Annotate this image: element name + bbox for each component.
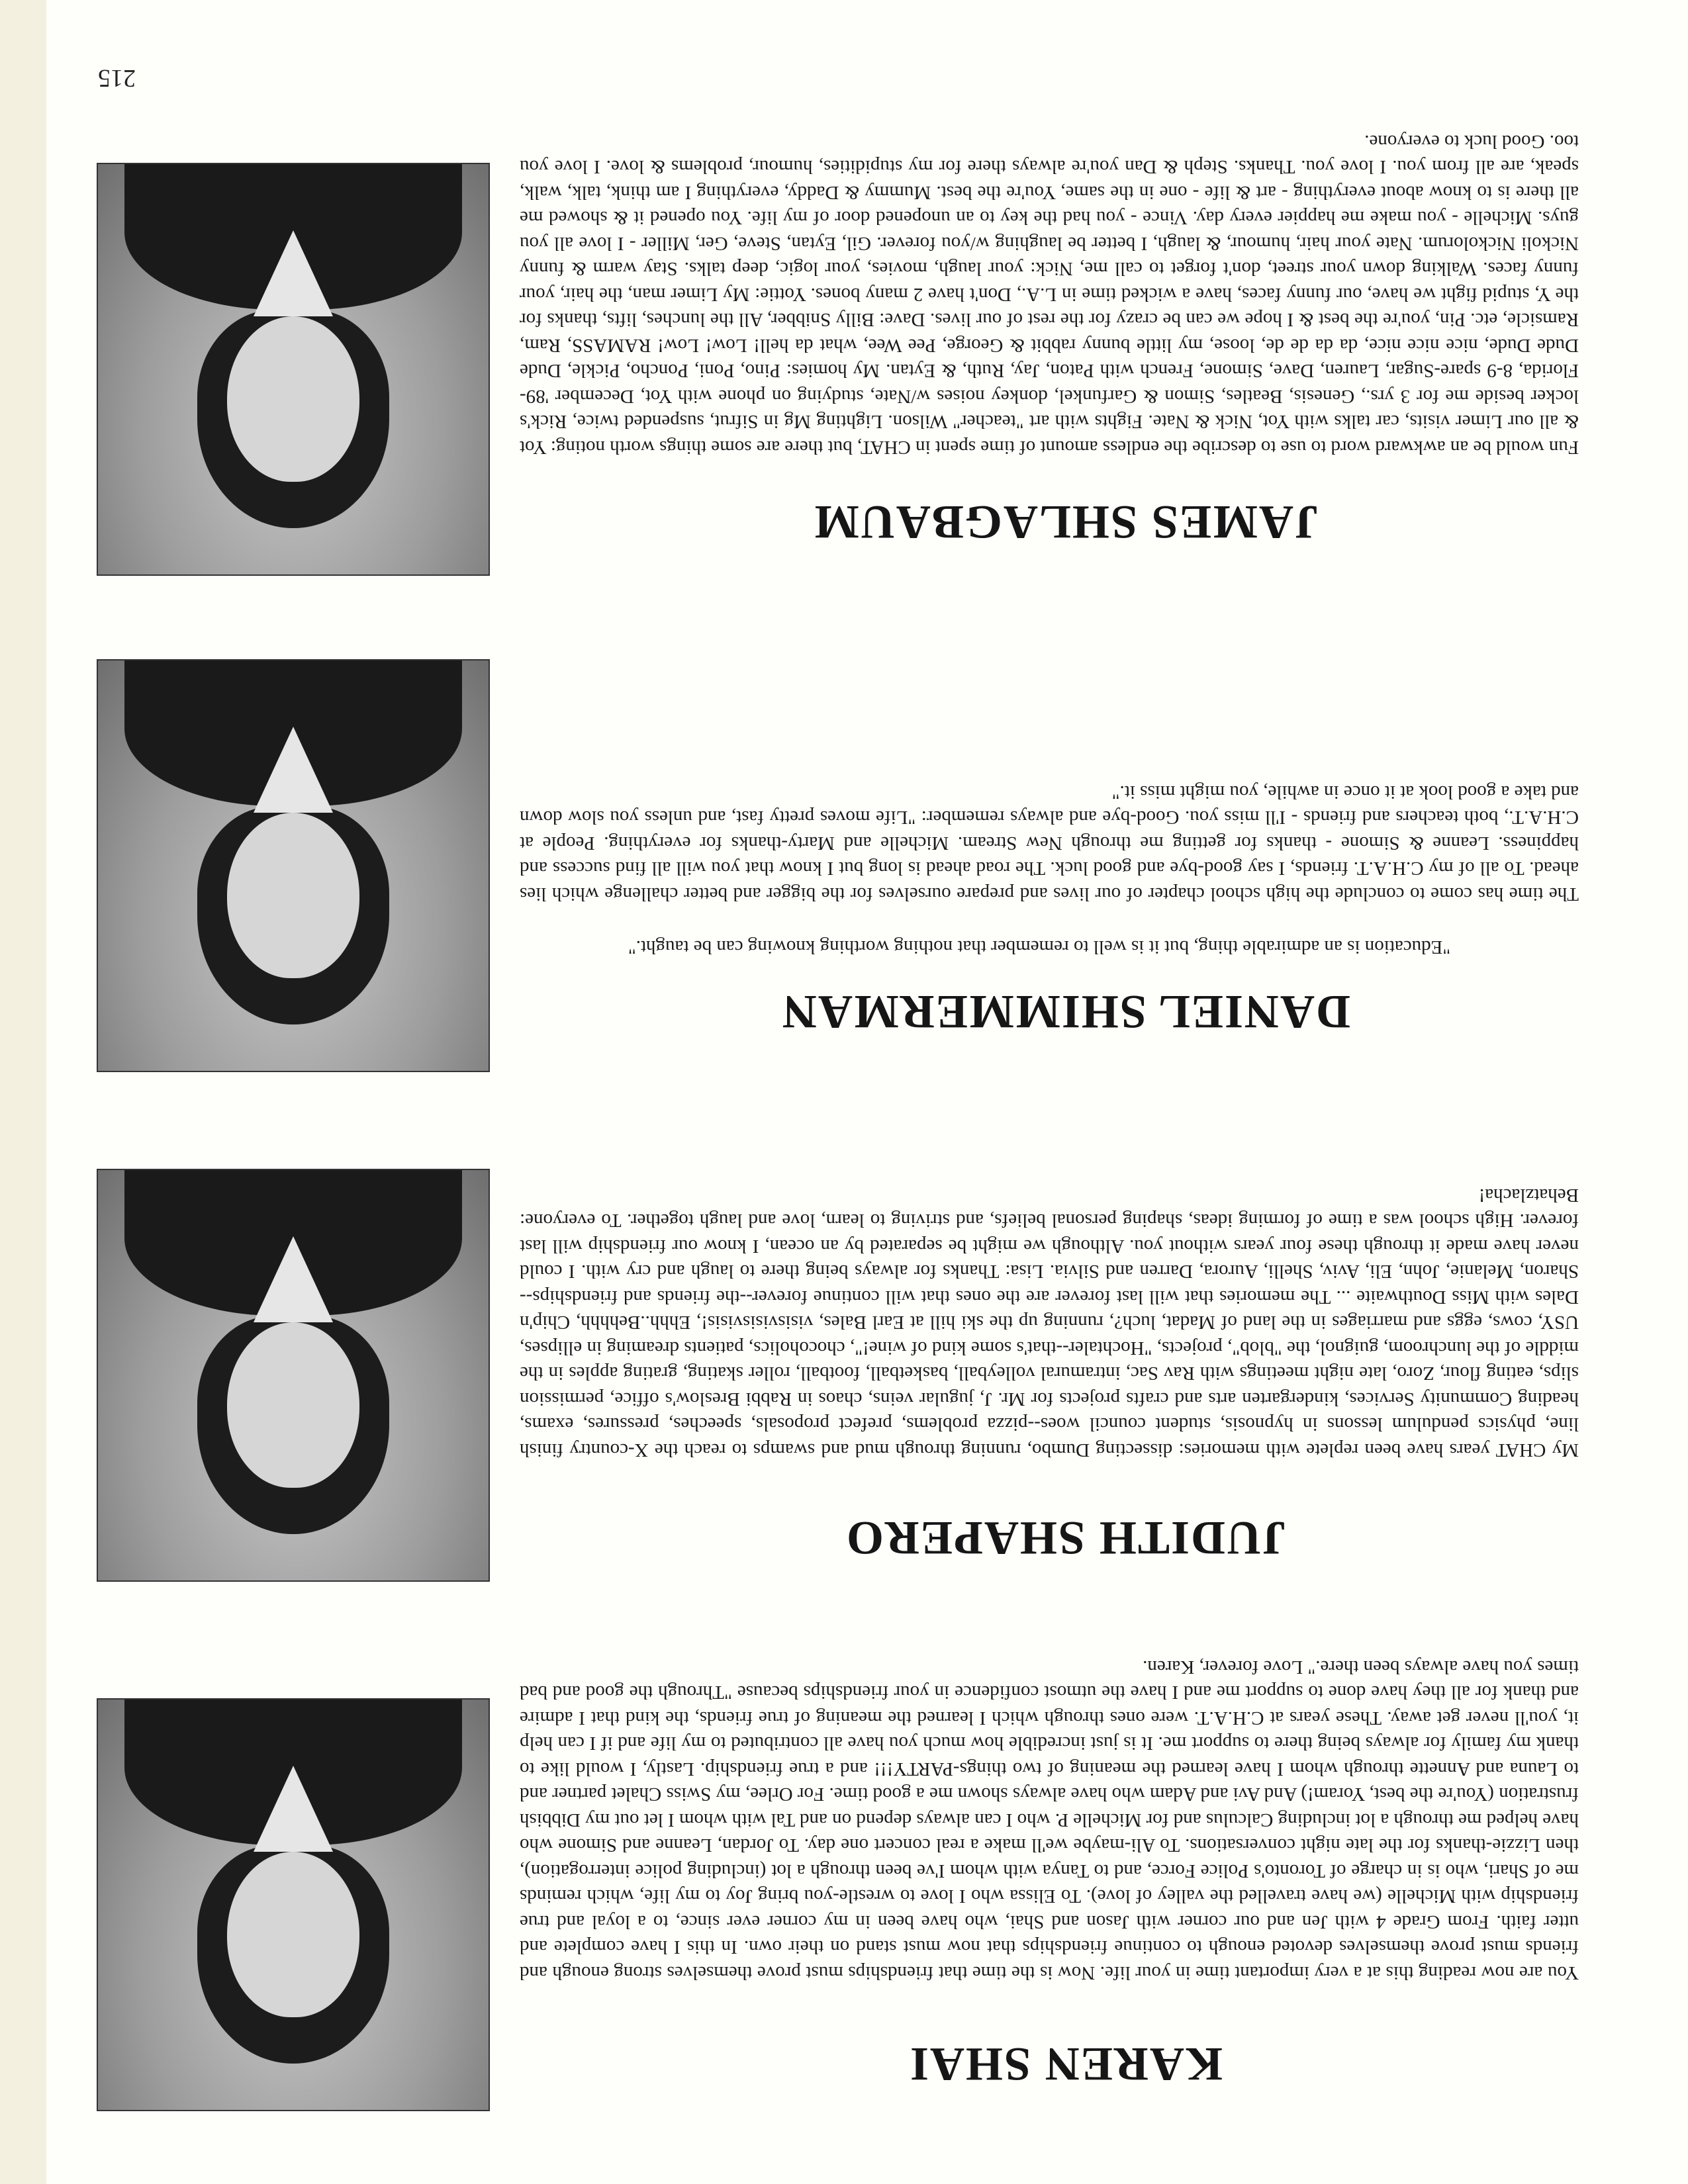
student-name: JUDITH SHAPERO — [845, 1512, 1287, 1565]
portrait-photo — [97, 659, 490, 1072]
portrait-face — [227, 1322, 359, 1488]
portrait-photo — [97, 1169, 490, 1582]
portrait-face — [227, 1852, 359, 2017]
paper-edge — [0, 0, 46, 2184]
portrait-photo — [97, 163, 490, 576]
portrait-photo — [97, 1698, 490, 2111]
student-message: My CHAT years have been replete with memories: dissecting Dumbo, running through mud and swamps to reach the X-country finish line, physics pendulum lessons in hypnosis, student council woes--pizza problems, prefect proposals, speeches, pressures, exams, heading Community Services, kindergarten arts and crafts projects for Mr. J, jugular veins, chaos in Rabbi Breslow's office, permission slips, eating flour, Zoro, late night meetings with Rav Sac, intramural volleyball, basketball, football, roller skating, grating apples in the middle of the lunchroom, guignol, the "blob", projects, "Hochtaler--that's some kind of wine!", chocoholics, patients dreaming in ellipses, USY, cows, eggs and marriages in the land of Madat, luch?, running up the ski hill at Earl Bales, visisvisisvisis!, Ehhh..Behhhh, Chip'n Dales with Miss Douthwaite ... The memories that will last forever are the ones that will continue forever--the friends and friendships--Sharon, Melanie, John, Eli, Aviv, Shelli, Aurora, Darren and Silvia. Lisa: Thanks for always being there to laugh and cry with. I could never have made it through these four years without you. Although we might be separated by an ocean, I know our friendship will last forever. High school was a time of forming ideas, shaping personal beliefs, and striving to learn, love and laugh together. To everyone: Behatzlacha! — [520, 1185, 1579, 1461]
student-name: DANIEL SHIMMERMAN — [780, 985, 1351, 1038]
student-name: KAREN SHAI — [908, 2038, 1223, 2091]
student-message: You are now reading this at a very important time in your life. Now is the time that friendships must prove themselves strong enough and friends must prove themselves devoted enough to continue friendships that now must stand on their own. In this I have complete and utter faith. From Grade 4 with Jen and our corner with Jason and Shai, who have been in my corner ever since, to a loyal and true friendship with Michelle (we have travelled the valley of love). To Elissa who I love to wrestle-you bring Joy to my life, which reminds me of Shari, who is in charge of Toronto's Police Force, and to Tanya with whom I've been through a lot (including police interrogation), then Lizzie-thanks for the late night conversations. To Ali-maybe we'll make a real concert one day. To Jordan, Leanne and Simone who have helped me through a lot including Calculus and for Michelle P. who I can always depend on and Tal with whom I let out my Dibbish frustration (You're the best, Yoram!) And Avi and Adam who have always shown me a good time. For Orlee, my Swiss Chalet partner and to Launa and Annette through whom I have learned the meaning of two things-PARTY!!! and a true friendship. Lastly, I would like to thank my family for always being there to support me. It is just incredible how much you have all contributed to my life and if I can help it, you'll never get away. These years at C.H.A.T. were ones through which I learned the meaning of true friends, the kind that I admire and thank for all they have done to support me and I have the utmost confidence in your friendships because "Through the good and bad times you have always been there." Love forever, Karen. — [520, 1657, 1579, 1983]
student-name: JAMES SHLAGBAUM — [812, 496, 1319, 549]
portrait-face — [227, 813, 359, 978]
portrait-face — [227, 316, 359, 482]
student-quote: "Education is an admirable thing, but it is well to remember that nothing worthing knowing can be taught." — [628, 936, 1451, 958]
page-number: 215 — [98, 64, 136, 92]
student-message: The time has come to conclude the high school chapter of our lives and prepare ourselves for the bigger and better challenge which lies ahead. To all of my C.H.A.T. friends, I say good-bye and good luck. The road ahead is long but I know that you will all find success and happiness. Leanne & Simone - thanks for getting me through New Stream. Michelle and Marty-thanks for everything. People at C.H.A.T., both teachers and friends - I'll miss you. Good-bye and always remember: "Life moves pretty fast, and unless you slow down and take a good look at it once in awhile, you might miss it." — [520, 782, 1579, 905]
student-message: Fun would be an awkward word to use to describe the endless amount of time spent in CHAT, but there are some things worth noting: Yot & all our Limer visits, car talks with Yot, Nick & Nate. Fights with art "teacher" Wilson. Lighting Mg in Sifrut, suspended twice, Rick's locker beside me for 3 yrs., Genesis, Beatles, Simon & Garfunkel, donkey noises w/Nate, studying on phone with Yot, December '89-Florida, 8-9 spare-Sugar, Lauren, Dave, Simone, French with Paton, Jay, Ruth, & Eytan. My homies: Pino, Poni, Poncho, Pickle, Dude Dude Dude, nice nice nice, da da de de, loose, my little bunny rabbit & George, Pee Wee, what da hell! Low! Low! RAMASS, Ram, Ramsicle, etc. Pin, you're the best & I hope we can be crazy for the rest of our lives. Dave: Billy Snibber, All the lunches, lifts, thanks for the Y, stupid fight we have, our funny faces, have a wicked time in L.A., Don't have 2 many bones. Yottie: My Limer man, the hair, your funny faces. Walking down your street, don't forget to call me, Nick: your laugh, movies, your logic, deep talks. Stay warm & funny Nickoli Nickolorum. Nate your hair, humour, & laugh, I better be laughing w/you forever. Gil, Eytan, Steve, Ger, Miller - I love all you guys. Michelle - you make me happier every day. Vince - you had the key to an unopened door of my life. You opened it & showed me all there is to know about everything - art & life - one in the same, You're the best. Mummy & Daddy, everything I am think, talk, walk, speak, are all from you. I love you. Thanks. Steph & Dan you're always there for my stupidities, humour, problems & love. I love you too. Good luck to everyone. — [520, 131, 1579, 458]
